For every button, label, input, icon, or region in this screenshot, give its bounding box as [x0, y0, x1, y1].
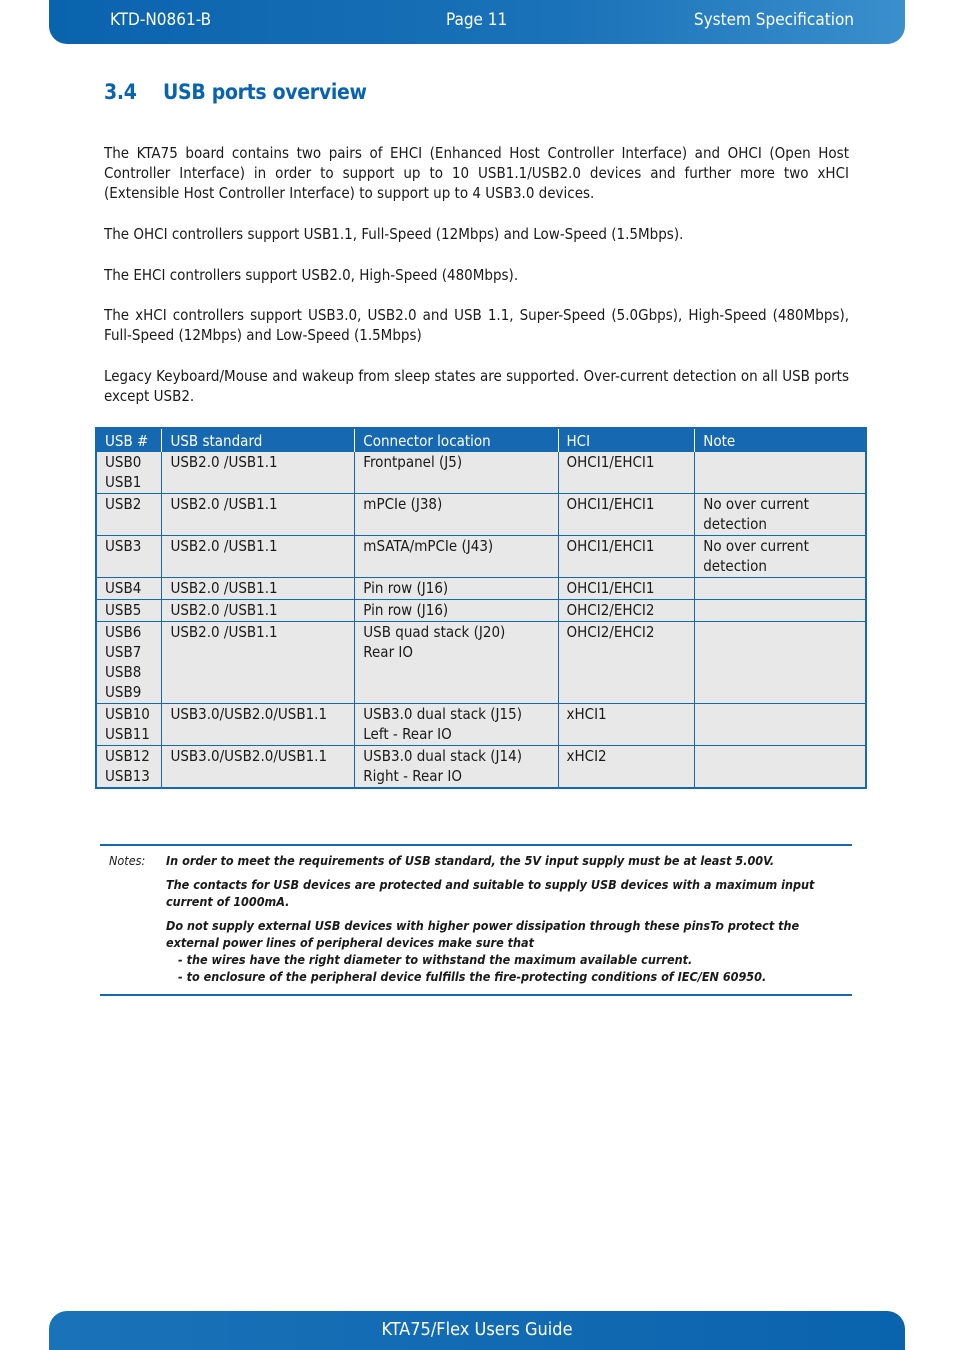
col-header-note: Note	[695, 428, 866, 452]
cell-usb: USB2	[96, 494, 162, 536]
paragraph-intro: The KTA75 board contains two pairs of EHCI (Enhanced Host Controller Interface) and OHCI (Open Host Controller Interface) in order to support up to 10 USB1.1/USB2.0 devices and further more two xHCI (Extensible Host Controller Interface) to support up to 4 USB3.0 devices.	[104, 144, 849, 202]
section-heading	[104, 80, 367, 104]
table-row	[96, 746, 866, 789]
cell-note	[695, 622, 866, 704]
cell-connector: USB3.0 dual stack (J14) Right - Rear IO	[355, 746, 558, 789]
doc-id: KTD-N0861-B	[110, 10, 212, 30]
cell-connector: Pin row (J16)	[355, 600, 558, 622]
cell-connector: mSATA/mPCIe (J43)	[355, 536, 558, 578]
notes-body	[166, 852, 846, 985]
cell-connector: USB quad stack (J20) Rear IO	[355, 622, 558, 704]
note-item: The contacts for USB devices are protected and suitable to supply USB devices with a maximum input current of 1000mA.	[166, 877, 815, 909]
cell-usb: USB6 USB7 USB8 USB9	[96, 622, 162, 704]
cell-hci: OHCI1/EHCI1	[558, 536, 695, 578]
cell-standard: USB3.0/USB2.0/USB1.1	[162, 704, 355, 746]
header-section: System Specification	[693, 10, 854, 30]
note-sub-item: - the wires have the right diameter to withstand the maximum available current.	[178, 952, 693, 967]
cell-note	[695, 578, 866, 600]
col-header-connector: Connector location	[355, 428, 558, 452]
note-sub-item: - to enclosure of the peripheral device fulfills the fire-protecting conditions of IEC/EN 60950.	[178, 969, 767, 984]
paragraph-ohci: The OHCI controllers support USB1.1, Full-Speed (12Mbps) and Low-Speed (1.5Mbps).	[104, 225, 684, 243]
paragraph-xhci: The xHCI controllers support USB3.0, USB2.0 and USB 1.1, Super-Speed (5.0Gbps), High-Speed (480Mbps), Full-Speed (12Mbps) and Low-Speed (1.5Mbps)	[104, 306, 849, 344]
table-row	[96, 578, 866, 600]
notes-label: Notes:	[109, 853, 146, 868]
cell-usb: USB4	[96, 578, 162, 600]
cell-usb: USB0 USB1	[96, 452, 162, 494]
table-row	[96, 452, 866, 494]
cell-connector: Pin row (J16)	[355, 578, 558, 600]
section-number: 3.4	[104, 80, 137, 104]
cell-hci: OHCI2/EHCI2	[558, 600, 695, 622]
cell-hci: OHCI1/EHCI1	[558, 494, 695, 536]
cell-note	[695, 452, 866, 494]
cell-connector: Frontpanel (J5)	[355, 452, 558, 494]
table-row	[96, 536, 866, 578]
cell-note	[695, 746, 866, 789]
cell-usb: USB12 USB13	[96, 746, 162, 789]
cell-hci: OHCI1/EHCI1	[558, 452, 695, 494]
note-item: In order to meet the requirements of USB standard, the 5V input supply must be at least 5.00V.	[166, 853, 775, 868]
page-footer	[49, 1311, 905, 1350]
notes-box	[100, 844, 852, 996]
cell-note: No over current detection	[695, 494, 866, 536]
table-row	[96, 622, 866, 704]
cell-standard: USB2.0 /USB1.1	[162, 494, 355, 536]
cell-usb: USB10 USB11	[96, 704, 162, 746]
cell-hci: OHCI2/EHCI2	[558, 622, 695, 704]
cell-note: No over current detection	[695, 536, 866, 578]
note-item: Do not supply external USB devices with higher power dissipation through these pinsTo protect the external power lines of peripheral devices make sure that	[166, 918, 800, 950]
cell-hci: xHCI2	[558, 746, 695, 789]
cell-note	[695, 704, 866, 746]
table-row	[96, 494, 866, 536]
table-header-row	[96, 428, 866, 452]
cell-usb: USB5	[96, 600, 162, 622]
cell-standard: USB2.0 /USB1.1	[162, 578, 355, 600]
usb-ports-table	[95, 427, 867, 789]
col-header-usb: USB #	[96, 428, 162, 452]
table-row	[96, 704, 866, 746]
col-header-standard: USB standard	[162, 428, 355, 452]
cell-standard: USB2.0 /USB1.1	[162, 600, 355, 622]
paragraph-ehci: The EHCI controllers support USB2.0, High-Speed (480Mbps).	[104, 266, 519, 284]
cell-standard: USB2.0 /USB1.1	[162, 452, 355, 494]
cell-note	[695, 600, 866, 622]
paragraph-legacy: Legacy Keyboard/Mouse and wakeup from sleep states are supported. Over-current detection on all USB ports except USB2.	[104, 367, 849, 405]
cell-standard: USB2.0 /USB1.1	[162, 622, 355, 704]
cell-hci: OHCI1/EHCI1	[558, 578, 695, 600]
cell-connector: mPCIe (J38)	[355, 494, 558, 536]
cell-standard: USB3.0/USB2.0/USB1.1	[162, 746, 355, 789]
cell-usb: USB3	[96, 536, 162, 578]
table-row	[96, 600, 866, 622]
cell-standard: USB2.0 /USB1.1	[162, 536, 355, 578]
cell-hci: xHCI1	[558, 704, 695, 746]
section-title: USB ports overview	[163, 80, 367, 104]
cell-connector: USB3.0 dual stack (J15) Left - Rear IO	[355, 704, 558, 746]
footer-title: KTA75/Flex Users Guide	[381, 1319, 573, 1340]
page-header	[49, 0, 905, 44]
col-header-hci: HCI	[558, 428, 695, 452]
page-number: Page 11	[446, 10, 508, 30]
